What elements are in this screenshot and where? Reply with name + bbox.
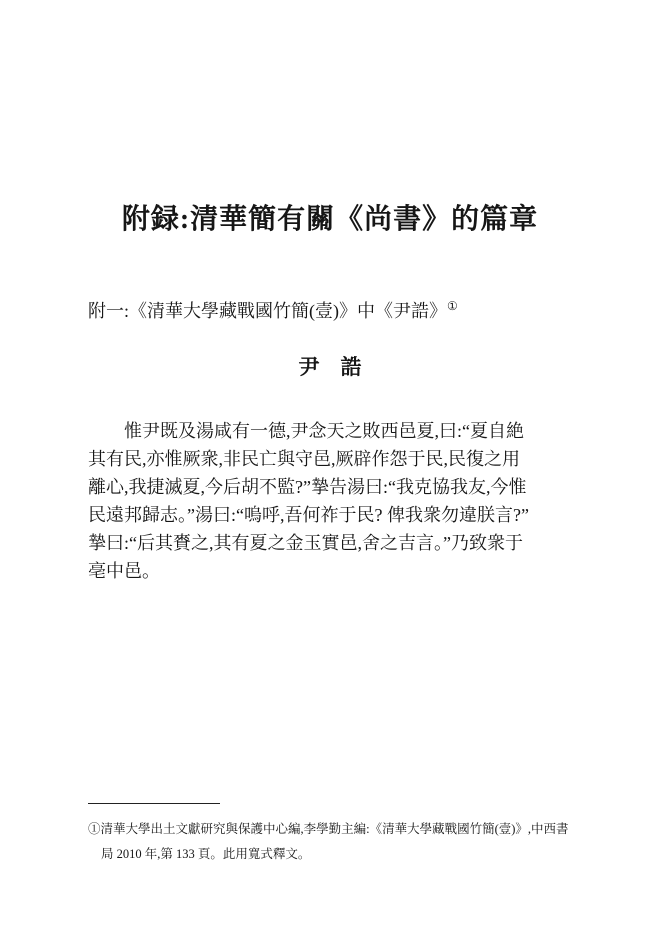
footnote-marker: ① — [447, 299, 458, 313]
body-text-line: 其有民,亦惟厥衆,非民亡與守邑,厥辟作怨于民,民復之用 — [88, 449, 520, 469]
body-text-line: 民遠邦歸志。”湯曰:“嗚呼,吾何祚于民? 俾我衆勿違朕言?” — [88, 505, 529, 525]
body-paragraph — [88, 417, 576, 585]
footnote — [88, 817, 584, 867]
body-text-line: 亳中邑。 — [88, 561, 160, 581]
section-heading: 尹 誥 — [298, 355, 362, 379]
body-text-line: 摯曰:“后其賚之,其有夏之金玉實邑,舍之吉言。”乃致衆于 — [88, 533, 523, 553]
appendix-subtitle — [88, 299, 578, 323]
footnote-divider — [88, 803, 220, 804]
subtitle-text: 附一:《清華大學藏戰國竹簡(壹)》中《尹誥》 — [88, 301, 447, 321]
page-title: 附録:清華簡有關《尚書》的篇章 — [121, 204, 539, 235]
footnote-line: 局 2010 年,第 133 頁。此用寬式釋文。 — [101, 847, 311, 861]
body-text-line: 離心,我捷滅夏,今后胡不監?”摯告湯曰:“我克協我友,今惟 — [88, 477, 527, 497]
body-text-line: 惟尹既及湯咸有一德,尹念天之敗西邑夏,曰:“夏自絶 — [124, 421, 524, 441]
footnote-line: ①清華大學出土文獻研究與保護中心編,李學勤主編:《清華大學藏戰國竹簡(壹)》,中西書 — [88, 822, 569, 836]
